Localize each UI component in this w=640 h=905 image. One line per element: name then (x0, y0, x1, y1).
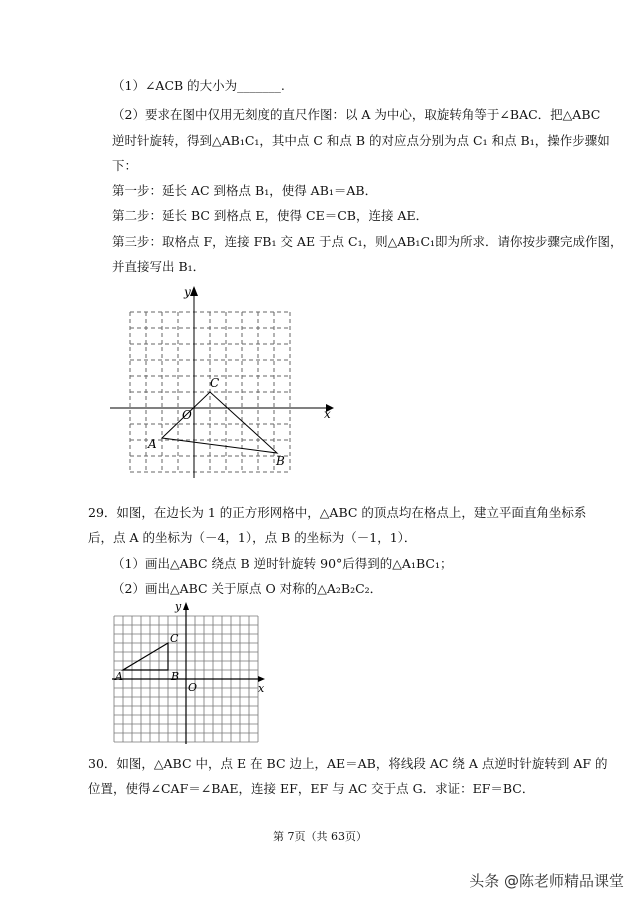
q29-figure (108, 596, 272, 748)
q30-line2: 位置，使得∠CAF＝∠BAE，连接 EF，EF 与 AC 交于点 G．求证：EF＝BC． (88, 781, 535, 796)
triangle-abc (162, 392, 277, 453)
point-b-label: B (276, 454, 285, 468)
q28-part2-line1: （2）要求在图中仅用无刻度的直尺作图：以 A 为中心，取旋转角等于∠BAC．把△ABC (112, 107, 601, 122)
x-label: x (324, 407, 331, 421)
q29-part2: （2）画出△ABC 关于原点 O 对称的△A₂B₂C₂． (112, 581, 383, 596)
q28-part2-line2: 逆时针旋转，得到△AB₁C₁，其中点 C 和点 B 的对应点分别为点 C₁ 和点 B₁，操作步骤如 (112, 133, 610, 148)
watermark: 头条 @陈老师精品课堂 (469, 872, 624, 890)
q28-figure (100, 280, 340, 480)
q29-line1: 29．如图，在边长为 1 的正方形网格中，△ABC 的顶点均在格点上，建立平面直角坐标系 (88, 505, 587, 520)
y-axis-arrow-icon (190, 286, 198, 296)
q28-step3-line1: 第三步：取格点 F，连接 FB₁ 交 AE 于点 C₁，则△AB₁C₁即为所求．请你按步骤完成作图， (112, 234, 623, 249)
q28-part1: （1）∠ACB 的大小为_______. (112, 78, 285, 93)
point-b-label: B (171, 670, 180, 683)
q28-part2-line3: 下： (112, 158, 138, 173)
point-a-label: A (115, 670, 123, 683)
q28-step3-line2: 并直接写出 B₁． (112, 259, 206, 274)
x-label: x (258, 682, 265, 695)
q29-line2: 后，点 A 的坐标为（－4，1），点 B 的坐标为（－1，1）． (88, 530, 417, 545)
point-c-label: C (170, 632, 179, 645)
origin-label: O (182, 408, 192, 422)
q28-step2: 第二步：延长 BC 到格点 E，使得 CE＝CB，连接 AE． (112, 208, 429, 223)
y-label: y (184, 285, 191, 299)
origin-label: O (188, 681, 198, 694)
page-footer: 第 7页（共 63页） (273, 830, 367, 843)
y-label: y (175, 600, 182, 613)
q28-step1: 第一步：延长 AC 到格点 B₁，使得 AB₁＝AB． (112, 183, 378, 198)
q30-line1: 30．如图，△ABC 中，点 E 在 BC 边上，AE＝AB，将线段 AC 绕 A 点逆时针旋转到 AF 的 (88, 756, 608, 771)
q29-part1: （1）画出△ABC 绕点 B 逆时针旋转 90°后得到的△A₁BC₁； (112, 556, 453, 571)
triangle-abc (123, 643, 168, 670)
point-a-label: A (148, 437, 157, 451)
point-c-label: C (210, 376, 220, 390)
y-axis-arrow-icon (183, 602, 189, 610)
